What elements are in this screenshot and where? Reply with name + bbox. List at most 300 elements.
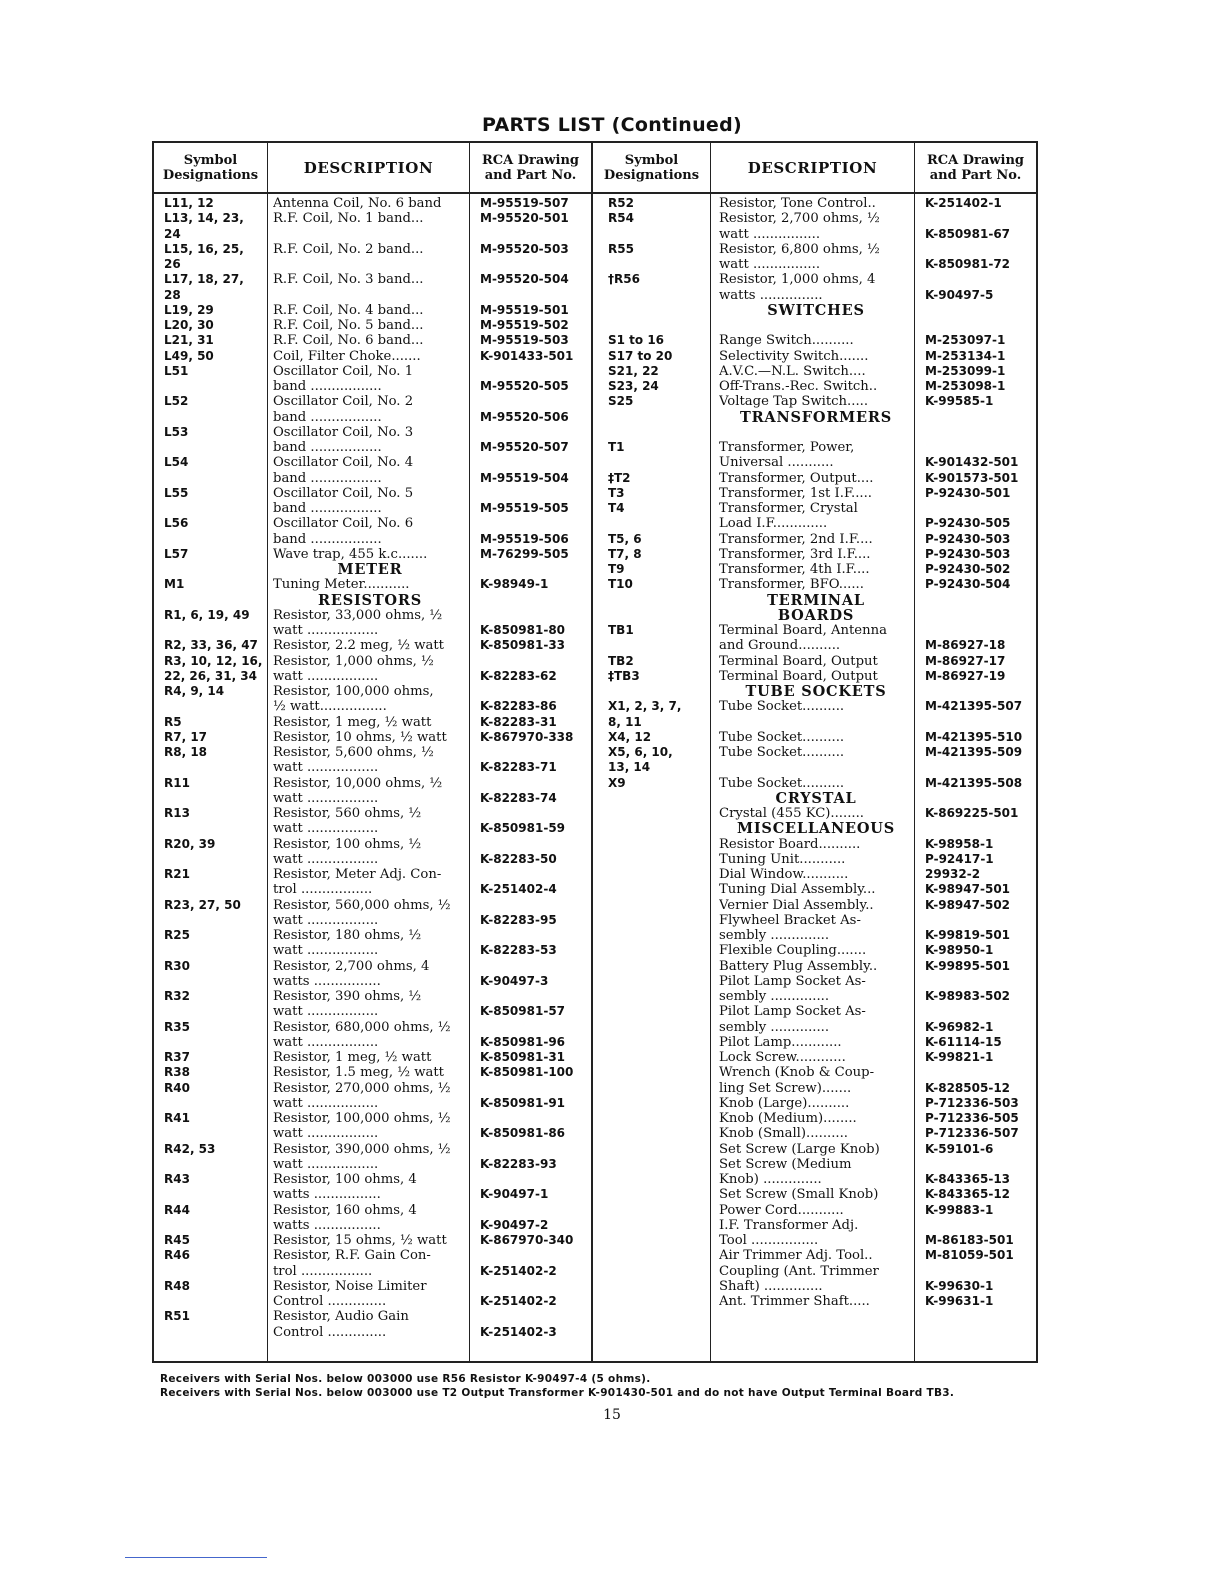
- symbol-cell: R37: [164, 1050, 190, 1064]
- footnote: Receivers with Serial Nos. below 003000 use T2 Output Transformer K-901430-501 and do not have Output Terminal Board TB3.: [160, 1387, 955, 1399]
- description-cell: watt ................: [719, 257, 821, 272]
- part-number-cell: M-95520-501: [480, 211, 569, 226]
- part-number-cell: [480, 867, 588, 882]
- description-cell: band .................: [273, 409, 382, 425]
- column-divider: [914, 143, 915, 1361]
- description-cell: Power Cord...........: [719, 1202, 844, 1218]
- part-number-cell: [480, 898, 588, 913]
- symbol-cell: L52: [164, 394, 189, 409]
- description-cell: Knob (Medium)........: [719, 1111, 857, 1126]
- part-number-cell: [925, 1218, 1035, 1233]
- part-number-cell: P-92430-501: [925, 485, 1011, 500]
- description-cell: watt .................: [273, 912, 379, 928]
- symbol-cell: [164, 440, 266, 455]
- description-cell: Oscillator Coil, No. 3: [273, 424, 414, 440]
- symbol-cell: [608, 1081, 708, 1096]
- description-cell: Transformer, BFO......: [719, 577, 864, 593]
- symbol-cell: [164, 821, 266, 836]
- description-cell: Resistor, 180 ohms, ½: [273, 928, 422, 943]
- description-cell: watt .................: [273, 821, 379, 837]
- symbol-cell: [608, 852, 708, 867]
- section-heading: SWITCHES: [767, 302, 865, 318]
- symbol-cell: 22, 26, 31, 34: [164, 668, 258, 683]
- right-symbol-column: [608, 196, 708, 1355]
- description-cell: R.F. Coil, No. 2 band...: [273, 241, 424, 257]
- part-number-cell: K-98958-1: [925, 836, 994, 851]
- description-cell: Oscillator Coil, No. 2: [273, 394, 414, 410]
- description-cell: Control ..............: [273, 1294, 387, 1309]
- symbol-cell: R38: [164, 1065, 190, 1080]
- symbol-cell: L57: [164, 546, 189, 561]
- symbol-cell: [164, 1187, 266, 1202]
- part-number-cell: K-99895-501: [925, 958, 1011, 973]
- symbol-cell: [164, 699, 266, 714]
- symbol-cell: L15, 16, 25,: [164, 241, 244, 256]
- symbol-cell: R42, 53: [164, 1141, 216, 1156]
- symbol-cell: [164, 1004, 266, 1019]
- description-cell: Oscillator Coil, No. 4: [273, 455, 414, 471]
- part-number-cell: M-421395-509: [925, 745, 1023, 759]
- part-number-cell: K-99631-1: [925, 1294, 994, 1308]
- symbol-cell: [164, 1096, 266, 1111]
- part-number-cell: K-90497-5: [925, 287, 994, 302]
- parts-table: [152, 141, 1038, 1363]
- part-number-cell: [925, 593, 1035, 608]
- column-divider: [469, 143, 470, 1361]
- symbol-cell: R40: [164, 1080, 190, 1095]
- right-part-column: [925, 196, 1035, 1309]
- part-number-cell: M-421395-507: [925, 699, 1023, 714]
- part-number-cell: [925, 715, 1035, 730]
- part-number-cell: P-92430-505: [925, 516, 1011, 531]
- header-description-left: DESCRIPTION: [303, 158, 434, 177]
- symbol-cell: X9: [608, 775, 626, 790]
- description-cell: Resistor, 160 ohms, 4: [273, 1202, 417, 1218]
- part-number-cell: K-850981-86: [480, 1126, 566, 1141]
- symbol-cell: [164, 1157, 266, 1172]
- part-number-cell: K-251402-2: [480, 1263, 557, 1278]
- section-heading: TERMINAL: [767, 592, 865, 608]
- symbol-cell: [608, 1020, 708, 1035]
- symbol-cell: L13, 14, 23,: [164, 211, 244, 226]
- description-cell: [273, 227, 467, 242]
- symbol-cell: R1, 6, 19, 49: [164, 607, 250, 622]
- symbol-cell: [608, 974, 708, 989]
- header-rule: [154, 192, 1036, 194]
- description-cell: [719, 715, 913, 730]
- part-number-cell: K-869225-501: [925, 806, 1019, 820]
- part-number-cell: M-95520-507: [480, 440, 569, 454]
- symbol-cell: [164, 1126, 266, 1141]
- part-number-cell: M-81059-501: [925, 1248, 1014, 1263]
- part-number-cell: M-421395-508: [925, 775, 1023, 790]
- section-heading: TRANSFORMERS: [739, 409, 892, 425]
- symbol-cell: T1: [608, 440, 625, 454]
- part-number-cell: P-92417-1: [925, 851, 994, 866]
- description-cell: Oscillator Coil, No. 1: [273, 363, 414, 379]
- description-cell: Resistor, 2,700 ohms, ½: [719, 211, 880, 227]
- part-number-cell: K-828505-12: [925, 1080, 1011, 1095]
- description-cell: Resistor, 680,000 ohms, ½: [273, 1019, 451, 1035]
- symbol-cell: [164, 410, 266, 425]
- symbol-cell: [608, 806, 708, 821]
- symbol-cell: [608, 638, 708, 653]
- description-cell: Tuning Unit...........: [719, 851, 846, 867]
- description-cell: Dial Window...........: [719, 867, 849, 882]
- part-number-cell: K-98983-502: [925, 989, 1011, 1003]
- description-cell: R.F. Coil, No. 5 band...: [273, 318, 424, 333]
- part-number-cell: [480, 486, 588, 501]
- part-number-cell: [480, 654, 588, 669]
- description-cell: watt .................: [273, 1156, 379, 1172]
- symbol-cell: L55: [164, 485, 189, 500]
- part-number-cell: K-99883-1: [925, 1202, 994, 1217]
- description-cell: Resistor, 1.5 meg, ½ watt: [273, 1065, 444, 1081]
- description-cell: Resistor, 100 ohms, ½: [273, 836, 422, 852]
- description-cell: band .................: [273, 470, 382, 486]
- part-number-cell: K-850981-33: [480, 638, 566, 653]
- symbol-cell: [608, 1142, 708, 1157]
- part-number-cell: K-98950-1: [925, 943, 994, 958]
- section-heading: MISCELLANEOUS: [737, 821, 895, 837]
- symbol-cell: [608, 821, 708, 836]
- part-number-cell: [925, 242, 1035, 257]
- part-number-cell: M-253099-1: [925, 363, 1006, 378]
- description-cell: watt .................: [273, 668, 379, 684]
- description-cell: Resistor, R.F. Gain Con-: [273, 1248, 431, 1264]
- symbol-cell: L53: [164, 424, 189, 439]
- description-cell: Pilot Lamp Socket As-: [719, 1004, 866, 1020]
- description-cell: I.F. Transformer Adj.: [719, 1217, 859, 1233]
- part-number-cell: [925, 608, 1035, 623]
- part-number-cell: K-82283-71: [480, 760, 557, 775]
- part-number-cell: K-82283-31: [480, 714, 557, 729]
- description-cell: Control ..............: [273, 1324, 387, 1340]
- description-cell: Transformer, 1st I.F.....: [719, 485, 872, 501]
- part-number-cell: [480, 227, 588, 242]
- description-cell: Resistor, 270,000 ohms, ½: [273, 1080, 451, 1096]
- description-cell: Resistor Board..........: [719, 836, 861, 852]
- part-number-cell: [480, 257, 588, 272]
- description-cell: trol .................: [273, 882, 373, 898]
- page-title: PARTS LIST (Continued): [482, 114, 742, 136]
- symbol-cell: L17, 18, 27,: [164, 272, 244, 287]
- symbol-cell: [608, 882, 708, 897]
- symbol-cell: R23, 27, 50: [164, 897, 241, 912]
- symbol-cell: [164, 760, 266, 775]
- description-cell: Resistor, 390 ohms, ½: [273, 989, 422, 1004]
- symbol-cell: [608, 1203, 708, 1218]
- description-cell: Vernier Dial Assembly..: [719, 897, 874, 913]
- description-cell: band .................: [273, 501, 382, 516]
- symbol-cell: [164, 562, 266, 577]
- symbol-cell: [608, 1035, 708, 1050]
- symbol-cell: [608, 1294, 708, 1309]
- description-cell: Transformer, 2nd I.F....: [719, 531, 873, 547]
- part-number-cell: K-90497-2: [480, 1217, 549, 1232]
- symbol-cell: [608, 1233, 708, 1248]
- left-part-column: [480, 196, 588, 1340]
- description-cell: Oscillator Coil, No. 5: [273, 485, 414, 501]
- description-cell: Resistor, 1 meg, ½ watt: [273, 1050, 432, 1065]
- right-description-column: [719, 196, 913, 1309]
- part-number-cell: K-901573-501: [925, 470, 1019, 485]
- description-cell: Resistor, Meter Adj. Con-: [273, 867, 442, 882]
- part-number-cell: [480, 806, 588, 821]
- part-number-cell: M-86183-501: [925, 1233, 1014, 1247]
- symbol-cell: R54: [608, 211, 634, 226]
- description-cell: ling Set Screw).......: [719, 1080, 852, 1096]
- part-number-cell: K-96982-1: [925, 1019, 994, 1034]
- part-number-cell: M-86927-18: [925, 638, 1006, 653]
- description-cell: Antenna Coil, No. 6 band: [273, 196, 442, 211]
- symbol-cell: R46: [164, 1248, 190, 1263]
- symbol-cell: L21, 31: [164, 333, 214, 348]
- symbol-cell: R20, 39: [164, 836, 216, 851]
- footnote: Receivers with Serial Nos. below 003000 use R56 Resistor K-90497-4 (5 ohms).: [160, 1373, 651, 1385]
- part-number-cell: M-95519-502: [480, 318, 569, 332]
- part-number-cell: K-99630-1: [925, 1278, 994, 1293]
- column-divider: [710, 143, 711, 1361]
- description-cell: Terminal Board, Output: [719, 668, 878, 684]
- symbol-cell: R11: [164, 775, 190, 790]
- description-cell: Resistor, 33,000 ohms, ½: [273, 607, 443, 623]
- symbol-cell: L56: [164, 516, 189, 531]
- symbol-cell: T4: [608, 501, 625, 515]
- part-number-cell: [480, 989, 588, 1004]
- part-number-cell: K-850981-67: [925, 226, 1011, 241]
- part-number-cell: [925, 425, 1035, 440]
- symbol-cell: [608, 593, 708, 608]
- part-number-cell: 29932-2: [925, 867, 981, 881]
- symbol-cell: [164, 1264, 266, 1279]
- part-number-cell: M-95519-507: [480, 196, 569, 210]
- symbol-cell: L54: [164, 455, 189, 470]
- symbol-cell: [608, 837, 708, 852]
- symbol-cell: T9: [608, 562, 625, 576]
- part-number-cell: K-850981-80: [480, 623, 566, 637]
- header-symbol-right: Symbol Designations: [603, 153, 700, 183]
- description-cell: Transformer, 3rd I.F....: [719, 546, 871, 562]
- symbol-cell: R7, 17: [164, 729, 208, 744]
- symbol-cell: [164, 532, 266, 547]
- description-cell: Resistor, 390,000 ohms, ½: [273, 1141, 451, 1157]
- part-number-cell: K-59101-6: [925, 1141, 994, 1156]
- part-number-cell: [925, 974, 1035, 989]
- part-number-cell: [925, 913, 1035, 928]
- symbol-cell: [608, 1096, 708, 1111]
- description-cell: Off-Trans.-Rec. Switch..: [719, 379, 878, 394]
- description-cell: band .................: [273, 379, 382, 394]
- part-number-cell: K-867970-338: [480, 729, 574, 744]
- part-number-cell: [480, 1111, 588, 1126]
- part-number-cell: [480, 1142, 588, 1157]
- part-number-cell: [480, 288, 588, 303]
- part-number-cell: [925, 501, 1035, 516]
- description-cell: watt .................: [273, 760, 379, 776]
- description-cell: Set Screw (Medium: [719, 1156, 852, 1172]
- symbol-cell: R30: [164, 958, 190, 973]
- part-number-cell: [925, 821, 1035, 836]
- symbol-cell: R43: [164, 1172, 190, 1186]
- description-cell: Resistor, 15 ohms, ½ watt: [273, 1233, 447, 1248]
- symbol-cell: [164, 882, 266, 897]
- description-cell: Transformer, Power,: [719, 440, 855, 455]
- symbol-cell: [608, 1065, 708, 1080]
- symbol-cell: [608, 608, 708, 623]
- symbol-cell: ‡T2: [608, 470, 631, 485]
- description-cell: watt .................: [273, 1095, 379, 1111]
- description-cell: Universal ...........: [719, 455, 834, 471]
- part-number-cell: [480, 593, 588, 608]
- description-cell: Flywheel Bracket As-: [719, 912, 861, 928]
- part-number-cell: M-253134-1: [925, 348, 1006, 363]
- part-number-cell: K-99819-501: [925, 928, 1011, 942]
- symbol-cell: R5: [164, 714, 182, 729]
- part-number-cell: P-712336-503: [925, 1095, 1019, 1110]
- part-number-cell: M-95520-503: [480, 241, 569, 256]
- part-number-cell: M-253098-1: [925, 379, 1006, 393]
- symbol-cell: R25: [164, 928, 190, 942]
- part-number-cell: P-92430-502: [925, 562, 1011, 576]
- description-cell: watts ...............: [719, 287, 823, 303]
- symbol-cell: 8, 11: [608, 714, 642, 729]
- symbol-cell: L51: [164, 363, 189, 378]
- symbol-cell: [608, 1172, 708, 1187]
- left-symbol-column: [164, 196, 266, 1340]
- description-cell: watt .................: [273, 943, 379, 959]
- symbol-cell: TB1: [608, 623, 634, 637]
- symbol-cell: S23, 24: [608, 379, 659, 393]
- description-cell: watt .................: [273, 790, 379, 806]
- symbol-cell: 24: [164, 226, 181, 241]
- symbol-cell: [608, 1157, 708, 1172]
- part-number-cell: K-850981-91: [480, 1095, 566, 1110]
- description-cell: Resistor, 1,000 ohms, ½: [273, 653, 434, 669]
- part-number-cell: M-95519-504: [480, 470, 569, 485]
- part-number-cell: M-86927-17: [925, 653, 1006, 668]
- part-number-cell: K-98947-501: [925, 882, 1011, 897]
- part-number-cell: M-95520-504: [480, 272, 569, 287]
- description-cell: Transformer, Crystal: [719, 501, 858, 516]
- description-cell: [273, 288, 467, 303]
- description-cell: [719, 318, 913, 333]
- part-number-cell: P-712336-505: [925, 1111, 1019, 1125]
- description-cell: watt .................: [273, 851, 379, 867]
- part-number-cell: M-95520-506: [480, 409, 569, 424]
- part-number-cell: K-82283-95: [480, 912, 557, 927]
- part-number-cell: [925, 211, 1035, 226]
- symbol-cell: [608, 1004, 708, 1019]
- symbol-cell: X4, 12: [608, 729, 652, 744]
- part-number-cell: K-98949-1: [480, 577, 549, 592]
- part-number-cell: [480, 1081, 588, 1096]
- symbol-cell: R2, 33, 36, 47: [164, 638, 258, 653]
- description-cell: Battery Plug Assembly..: [719, 958, 878, 974]
- description-cell: Resistor, 6,800 ohms, ½: [719, 241, 880, 257]
- description-cell: Wrench (Knob & Coup-: [719, 1065, 875, 1081]
- part-number-cell: [480, 1172, 588, 1187]
- part-number-cell: M-95520-505: [480, 379, 569, 393]
- part-number-cell: K-843365-12: [925, 1187, 1011, 1202]
- description-cell: Flexible Coupling.......: [719, 943, 867, 959]
- symbol-cell: [608, 989, 708, 1004]
- symbol-cell: R3, 10, 12, 16,: [164, 653, 263, 668]
- symbol-cell: X5, 6, 10,: [608, 745, 673, 759]
- part-number-cell: K-82283-74: [480, 790, 557, 805]
- part-number-cell: [480, 455, 588, 470]
- part-number-cell: P-712336-507: [925, 1126, 1019, 1141]
- description-cell: Resistor, 10,000 ohms, ½: [273, 775, 443, 791]
- symbol-cell: [164, 943, 266, 958]
- part-number-cell: [480, 425, 588, 440]
- symbol-cell: 26: [164, 257, 181, 271]
- description-cell: watt .................: [273, 623, 379, 638]
- section-heading: RESISTORS: [318, 592, 422, 608]
- symbol-cell: [608, 455, 708, 470]
- part-number-cell: [480, 776, 588, 791]
- description-cell: Resistor, 1,000 ohms, 4: [719, 272, 876, 288]
- symbol-cell: L49, 50: [164, 348, 214, 363]
- part-number-cell: K-98947-502: [925, 897, 1011, 912]
- symbol-cell: S1 to 16: [608, 333, 665, 348]
- symbol-cell: [164, 593, 266, 608]
- symbol-cell: R55: [608, 241, 634, 256]
- description-cell: R.F. Coil, No. 3 band...: [273, 272, 424, 288]
- section-heading: TUBE SOCKETS: [745, 684, 887, 700]
- description-cell: Shaft) ..............: [719, 1278, 823, 1294]
- description-cell: trol .................: [273, 1263, 373, 1279]
- symbol-cell: [608, 1309, 708, 1324]
- symbol-cell: R45: [164, 1233, 190, 1247]
- part-number-cell: K-843365-13: [925, 1172, 1011, 1186]
- description-cell: R.F. Coil, No. 6 band...: [273, 333, 424, 349]
- part-number-cell: M-76299-505: [480, 546, 569, 561]
- symbol-cell: L11, 12: [164, 196, 214, 210]
- symbol-cell: [164, 913, 266, 928]
- part-number-cell: K-850981-57: [480, 1004, 566, 1019]
- symbol-cell: [608, 303, 708, 318]
- symbol-cell: [608, 516, 708, 531]
- part-number-cell: [925, 791, 1035, 806]
- description-cell: Knob (Large)..........: [719, 1095, 850, 1111]
- symbol-cell: [608, 1050, 708, 1065]
- symbol-cell: R41: [164, 1111, 190, 1125]
- description-cell: Transformer, Output....: [719, 470, 874, 486]
- description-cell: Knob (Small)..........: [719, 1126, 848, 1142]
- part-number-cell: [480, 364, 588, 379]
- symbol-cell: [608, 288, 708, 303]
- symbol-cell: [608, 318, 708, 333]
- description-cell: Tube Socket..........: [719, 699, 845, 715]
- description-cell: Ant. Trimmer Shaft.....: [719, 1294, 870, 1309]
- part-number-cell: K-850981-72: [925, 257, 1011, 271]
- bottom-rule: [125, 1557, 267, 1558]
- symbol-cell: [608, 1248, 708, 1263]
- description-cell: Lock Screw............: [719, 1050, 846, 1065]
- description-cell: Tuning Dial Assembly...: [719, 882, 876, 898]
- description-cell: Resistor, 2,700 ohms, 4: [273, 958, 430, 974]
- symbol-cell: R8, 18: [164, 745, 208, 759]
- part-number-cell: [480, 562, 588, 577]
- description-cell: Pilot Lamp............: [719, 1034, 842, 1050]
- symbol-cell: [608, 943, 708, 958]
- symbol-cell: L20, 30: [164, 318, 214, 332]
- part-number-cell: K-90497-1: [480, 1187, 549, 1202]
- symbol-cell: [164, 1035, 266, 1050]
- symbol-cell: [608, 791, 708, 806]
- description-cell: Voltage Tap Switch.....: [719, 394, 869, 410]
